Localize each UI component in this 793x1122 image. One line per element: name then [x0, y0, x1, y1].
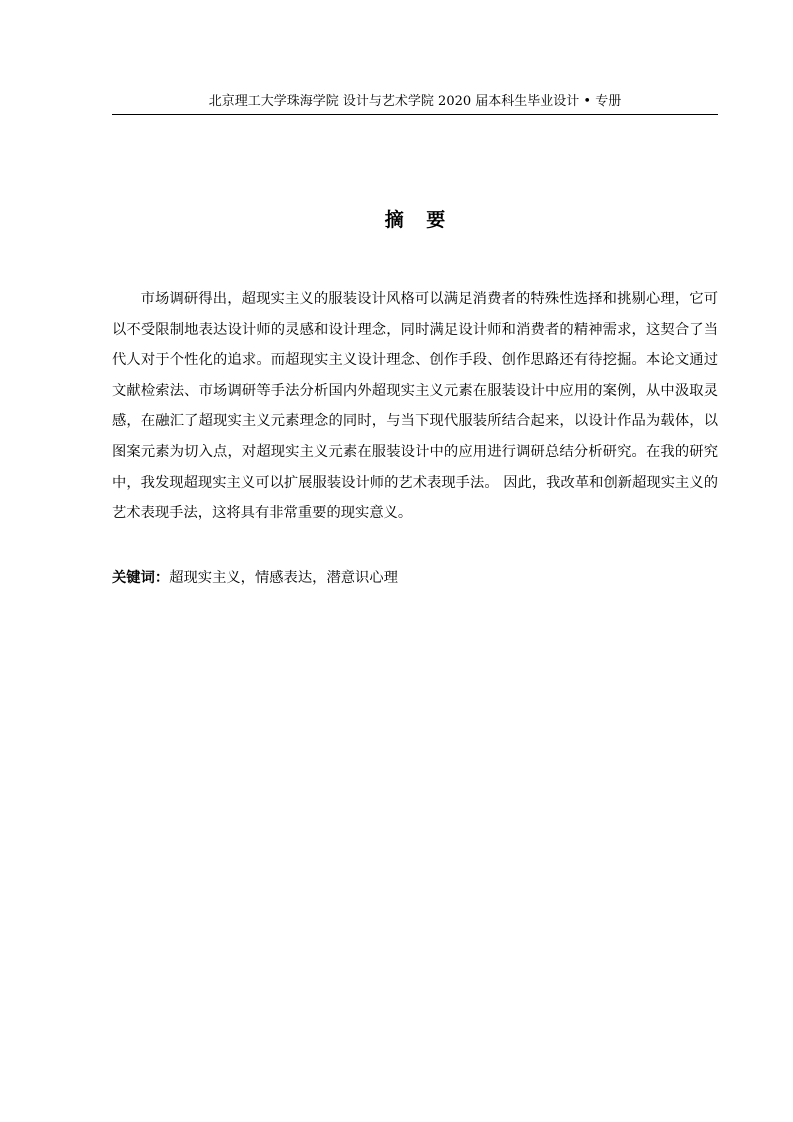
- running-header: 北京理工大学珠海学院 设计与艺术学院 2020 届本科生毕业设计 • 专册: [208, 94, 622, 109]
- header-rule: [112, 114, 718, 115]
- abstract-title: 摘 要: [384, 209, 454, 231]
- keywords-label: 关键词：: [112, 570, 170, 586]
- keywords-line: [112, 563, 718, 593]
- abstract-body: 市场调研得出，超现实主义的服装设计风格可以满足消费者的特殊性选择和挑剔心理，它可以不受限制地表达设计师的灵感和设计理念，同时满足设计师和消费者的精神需求，这契合了当代人对于个性化的追求。而超现实主义设计理念、创作手段、创作思路还有待挖掘。本论文通过文献检索法、市场调研等手法分析国内外超现实主义元素在服装设计中应用的案例，从中汲取灵感，在融汇了超现实主义元素理念的同时，与当下现代服装所结合起来，以设计作品为载体，以图案元素为切入点，对超现实主义元素在服装设计中的应用进行调研总结分析研究。在我的研究中，我发现超现实主义可以扩展服装设计师的艺术表现手法。 因此，我改革和创新超现实主义的艺术表现手法，这将具有非常重要的现实意义。: [112, 291, 718, 522]
- keywords-value: 超现实主义，情感表达，潜意识心理: [169, 570, 398, 586]
